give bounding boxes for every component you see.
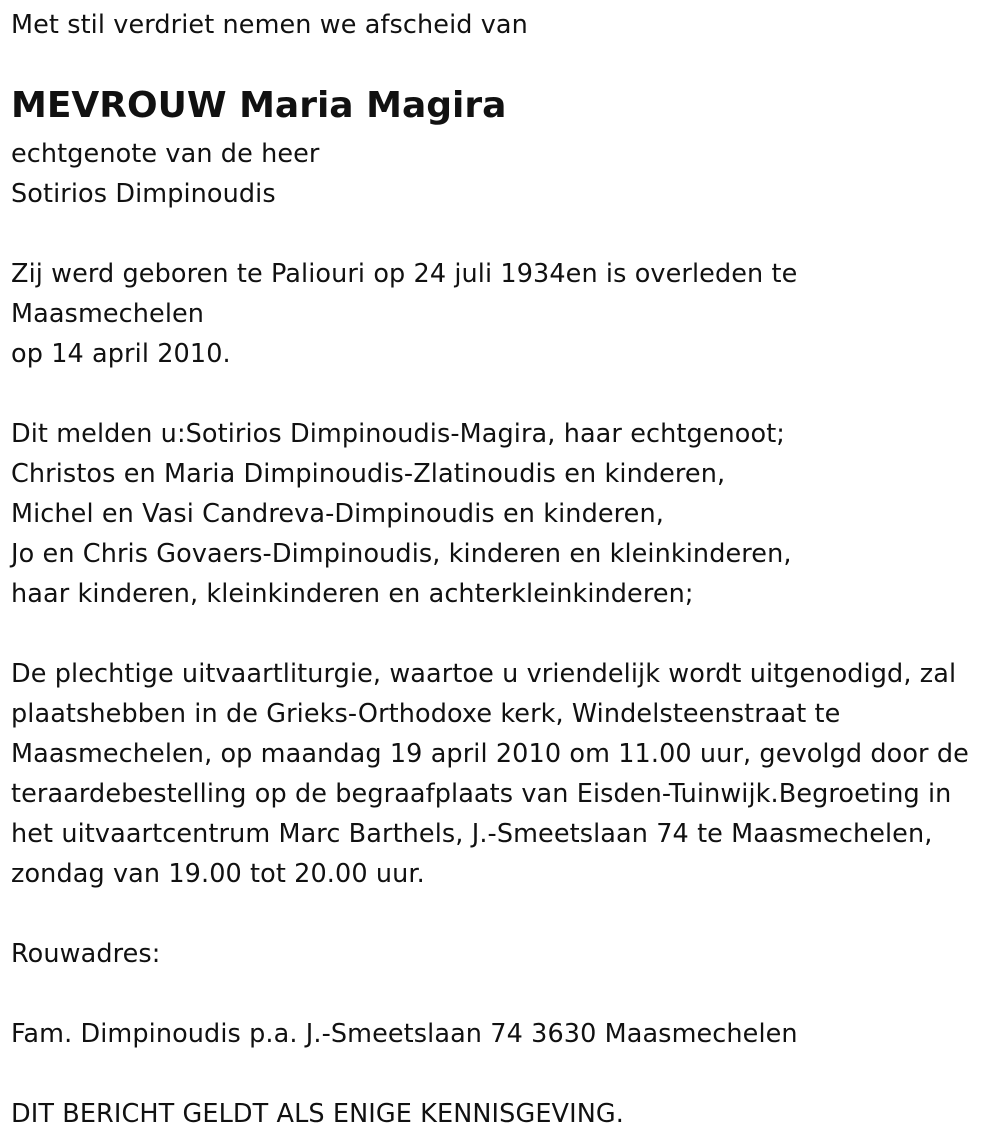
mourning-address: Fam. Dimpinoudis p.a. J.-Smeetslaan 74 3630 Maasmechelen: [11, 1019, 798, 1049]
deceased-name: MEVROUW Maria Magira: [11, 85, 507, 126]
closing-statement: DIT BERICHT GELDT ALS ENIGE KENNISGEVING.: [11, 1099, 624, 1129]
announcers-line-4: Jo en Chris Govaers-Dimpinoudis, kinderen en kleinkinderen,: [11, 539, 792, 569]
announcers-line-3: Michel en Vasi Candreva-Dimpinoudis en kinderen,: [11, 499, 664, 529]
mourning-address-label: Rouwadres:: [11, 939, 161, 969]
birth-death-line-3: op 14 april 2010.: [11, 339, 231, 369]
funeral-line-2: plaatshebben in de Grieks-Orthodoxe kerk, Windelsteenstraat te: [11, 699, 841, 729]
funeral-line-4: teraardebestelling op de begraafplaats van Eisden-Tuinwijk.Begroeting in: [11, 779, 952, 809]
funeral-line-1: De plechtige uitvaartliturgie, waartoe u vriendelijk wordt uitgenodigd, zal: [11, 659, 957, 689]
spouse-line-2: Sotirios Dimpinoudis: [11, 179, 276, 209]
funeral-line-3: Maasmechelen, op maandag 19 april 2010 om 11.00 uur, gevolgd door de: [11, 739, 969, 769]
announcers-line-2: Christos en Maria Dimpinoudis-Zlatinoudis en kinderen,: [11, 459, 726, 489]
spouse-line-1: echtgenote van de heer: [11, 139, 320, 169]
funeral-line-6: zondag van 19.00 tot 20.00 uur.: [11, 859, 425, 889]
intro-text: Met stil verdriet nemen we afscheid van: [11, 10, 528, 40]
announcers-line-1: Dit melden u:Sotirios Dimpinoudis-Magira, haar echtgenoot;: [11, 419, 785, 449]
birth-death-line-1: Zij werd geboren te Paliouri op 24 juli 1934en is overleden te: [11, 259, 798, 289]
funeral-line-5: het uitvaartcentrum Marc Barthels, J.-Smeetslaan 74 te Maasmechelen,: [11, 819, 933, 849]
announcers-line-5: haar kinderen, kleinkinderen en achterkleinkinderen;: [11, 579, 694, 609]
birth-death-line-2: Maasmechelen: [11, 299, 205, 329]
